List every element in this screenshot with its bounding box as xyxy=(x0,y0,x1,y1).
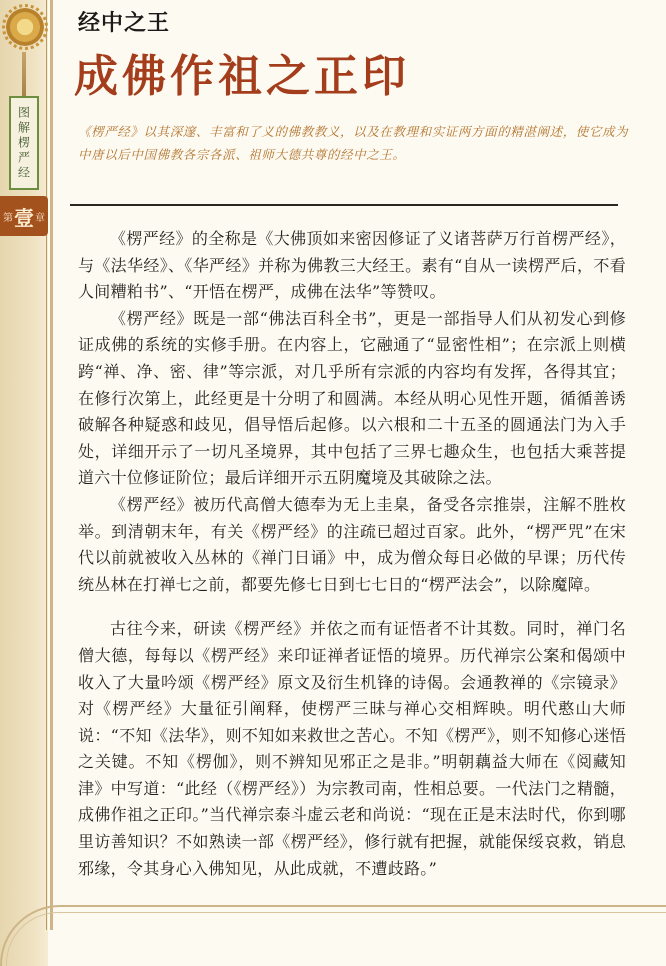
page-title: 成佛作祖之正印 xyxy=(74,51,410,102)
section-kicker: 经中之王 xyxy=(78,11,171,36)
paragraph: 古往今来，研读《楞严经》并依之而有证悟者不计其数。同时，禅门名僧大德，每每以《楞严经》来印证禅者证悟的境界。历代禅宗公案和偈颂中收入了大量吟颂《楞严经》原文及衍生机锋的诗偈。会通教禅的《宗镜录》对《楞严经》大量征引阐释，使楞严三昧与禅心交相辉映。明代憨山大师说：“不知《法华》，则不知如来救世之苦心。不知《楞严》，则不知修心迷悟之关键。不知《楞伽》，则不辨知见邪正之是非。”明朝藕益大师在《阅藏知津》中写道：“此经（《楞严经》）为宗教司南，性相总要。一代法门之精髓，成佛作祖之正印。”当代禅宗泰斗虚云老和尚说：“现在正是末法时代，你到哪里访善知识？不如熟读一部《楞严经》，修行就有把握，就能保绥哀救，销息邪缘，令其身心入佛知见，从此成就，不遭歧路。” xyxy=(78,619,626,878)
lotus-stem xyxy=(22,52,26,96)
body-text xyxy=(78,226,626,882)
side-divider xyxy=(50,0,53,930)
book-title-label xyxy=(9,96,39,190)
intro-summary: 《楞严经》以其深邃、丰富和了义的佛教教义，以及在教理和实证两方面的精湛阐述，使它成为中唐以后中国佛教各宗各派、祖师大德共尊的经中之王。 xyxy=(78,124,629,162)
side-divider-thin xyxy=(46,0,47,930)
paragraph: 《楞严经》的全称是《大佛顶如来密因修证了义诸菩萨万行首楞严经》，与《法华经》、《华严经》并称为佛教三大经王。素有“自从一读楞严后，不看人间糟粕书”、“开悟在楞严，成佛在法华”等赞叹。 xyxy=(78,229,626,302)
paragraph: 《楞严经》被历代高僧大德奉为无上圭臬，备受各宗推崇，注解不胜枚举。到清朝末年，有关《楞严经》的注疏已超过百家。此外，“楞严咒”在宋代以前就被收入丛林的《禅门日诵》中，成为僧众每日必做的早课；历代传统丛林在打禅七之前，都要先修七日到七七日的“楞严法会”，以除魔障。 xyxy=(78,494,626,594)
heading-divider xyxy=(70,204,618,206)
chapter-number: 壹 xyxy=(14,205,34,230)
lotus-center-icon xyxy=(6,8,44,46)
bottom-corner-ornament-inner xyxy=(6,912,666,966)
paragraph: 《楞严经》既是一部“佛法百科全书”，更是一部指导人们从初发心到修证成佛的系统的实修手册。在内容上，它融通了“显密性相”；在宗派上则横跨“禅、净、密、律”等宗派，对几乎所有宗派的内容均有发挥，各得其宜；在修行次第上，此经更是十分明了和圆满。本经从明心见性开题，循循善诱破解各种疑惑和歧见，倡导悟后起修。以六根和二十五圣的圆通法门为入手处，详细开示了一切凡圣境界，其中包括了三界七趣众生，也包括大乘菩提道六十位修证阶位；最后详细开示五阴魔境及其破除之法。 xyxy=(78,308,626,488)
chapter-prefix: 第 xyxy=(3,212,13,224)
book-title-text: 图解楞严经 xyxy=(16,105,31,181)
chapter-tab xyxy=(0,196,48,236)
chapter-suffix: 章 xyxy=(35,212,45,224)
